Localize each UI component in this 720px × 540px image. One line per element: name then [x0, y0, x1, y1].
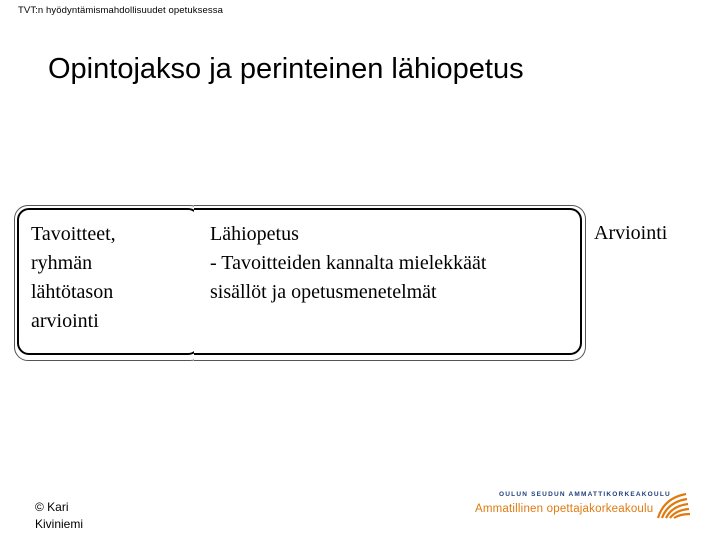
slide-title: Opintojakso ja perinteinen lähiopetus [48, 53, 524, 85]
logo-line-university: OULUN SEUDUN AMMATTIKORKEAKOULU [499, 491, 671, 498]
sunrise-logo-icon [652, 488, 692, 520]
logo-line-teacher-college: Ammatillinen opettajakorkeakoulu [475, 503, 654, 515]
copyright-text: © Kari Kiviniemi [35, 500, 84, 531]
slide-header: TVT:n hyödyntämismahdollisuudet opetuksessa [18, 5, 223, 16]
box-assessment-text: Arviointi [594, 222, 668, 244]
oamk-logo [472, 488, 712, 528]
box-contact-teaching-text: Lähiopetus - Tavoitteiden kannalta mielekkäät sisällöt ja opetusmenetelmät [210, 223, 487, 303]
box-goals-text: Tavoitteet, ryhmän lähtötason arviointi [31, 223, 116, 332]
